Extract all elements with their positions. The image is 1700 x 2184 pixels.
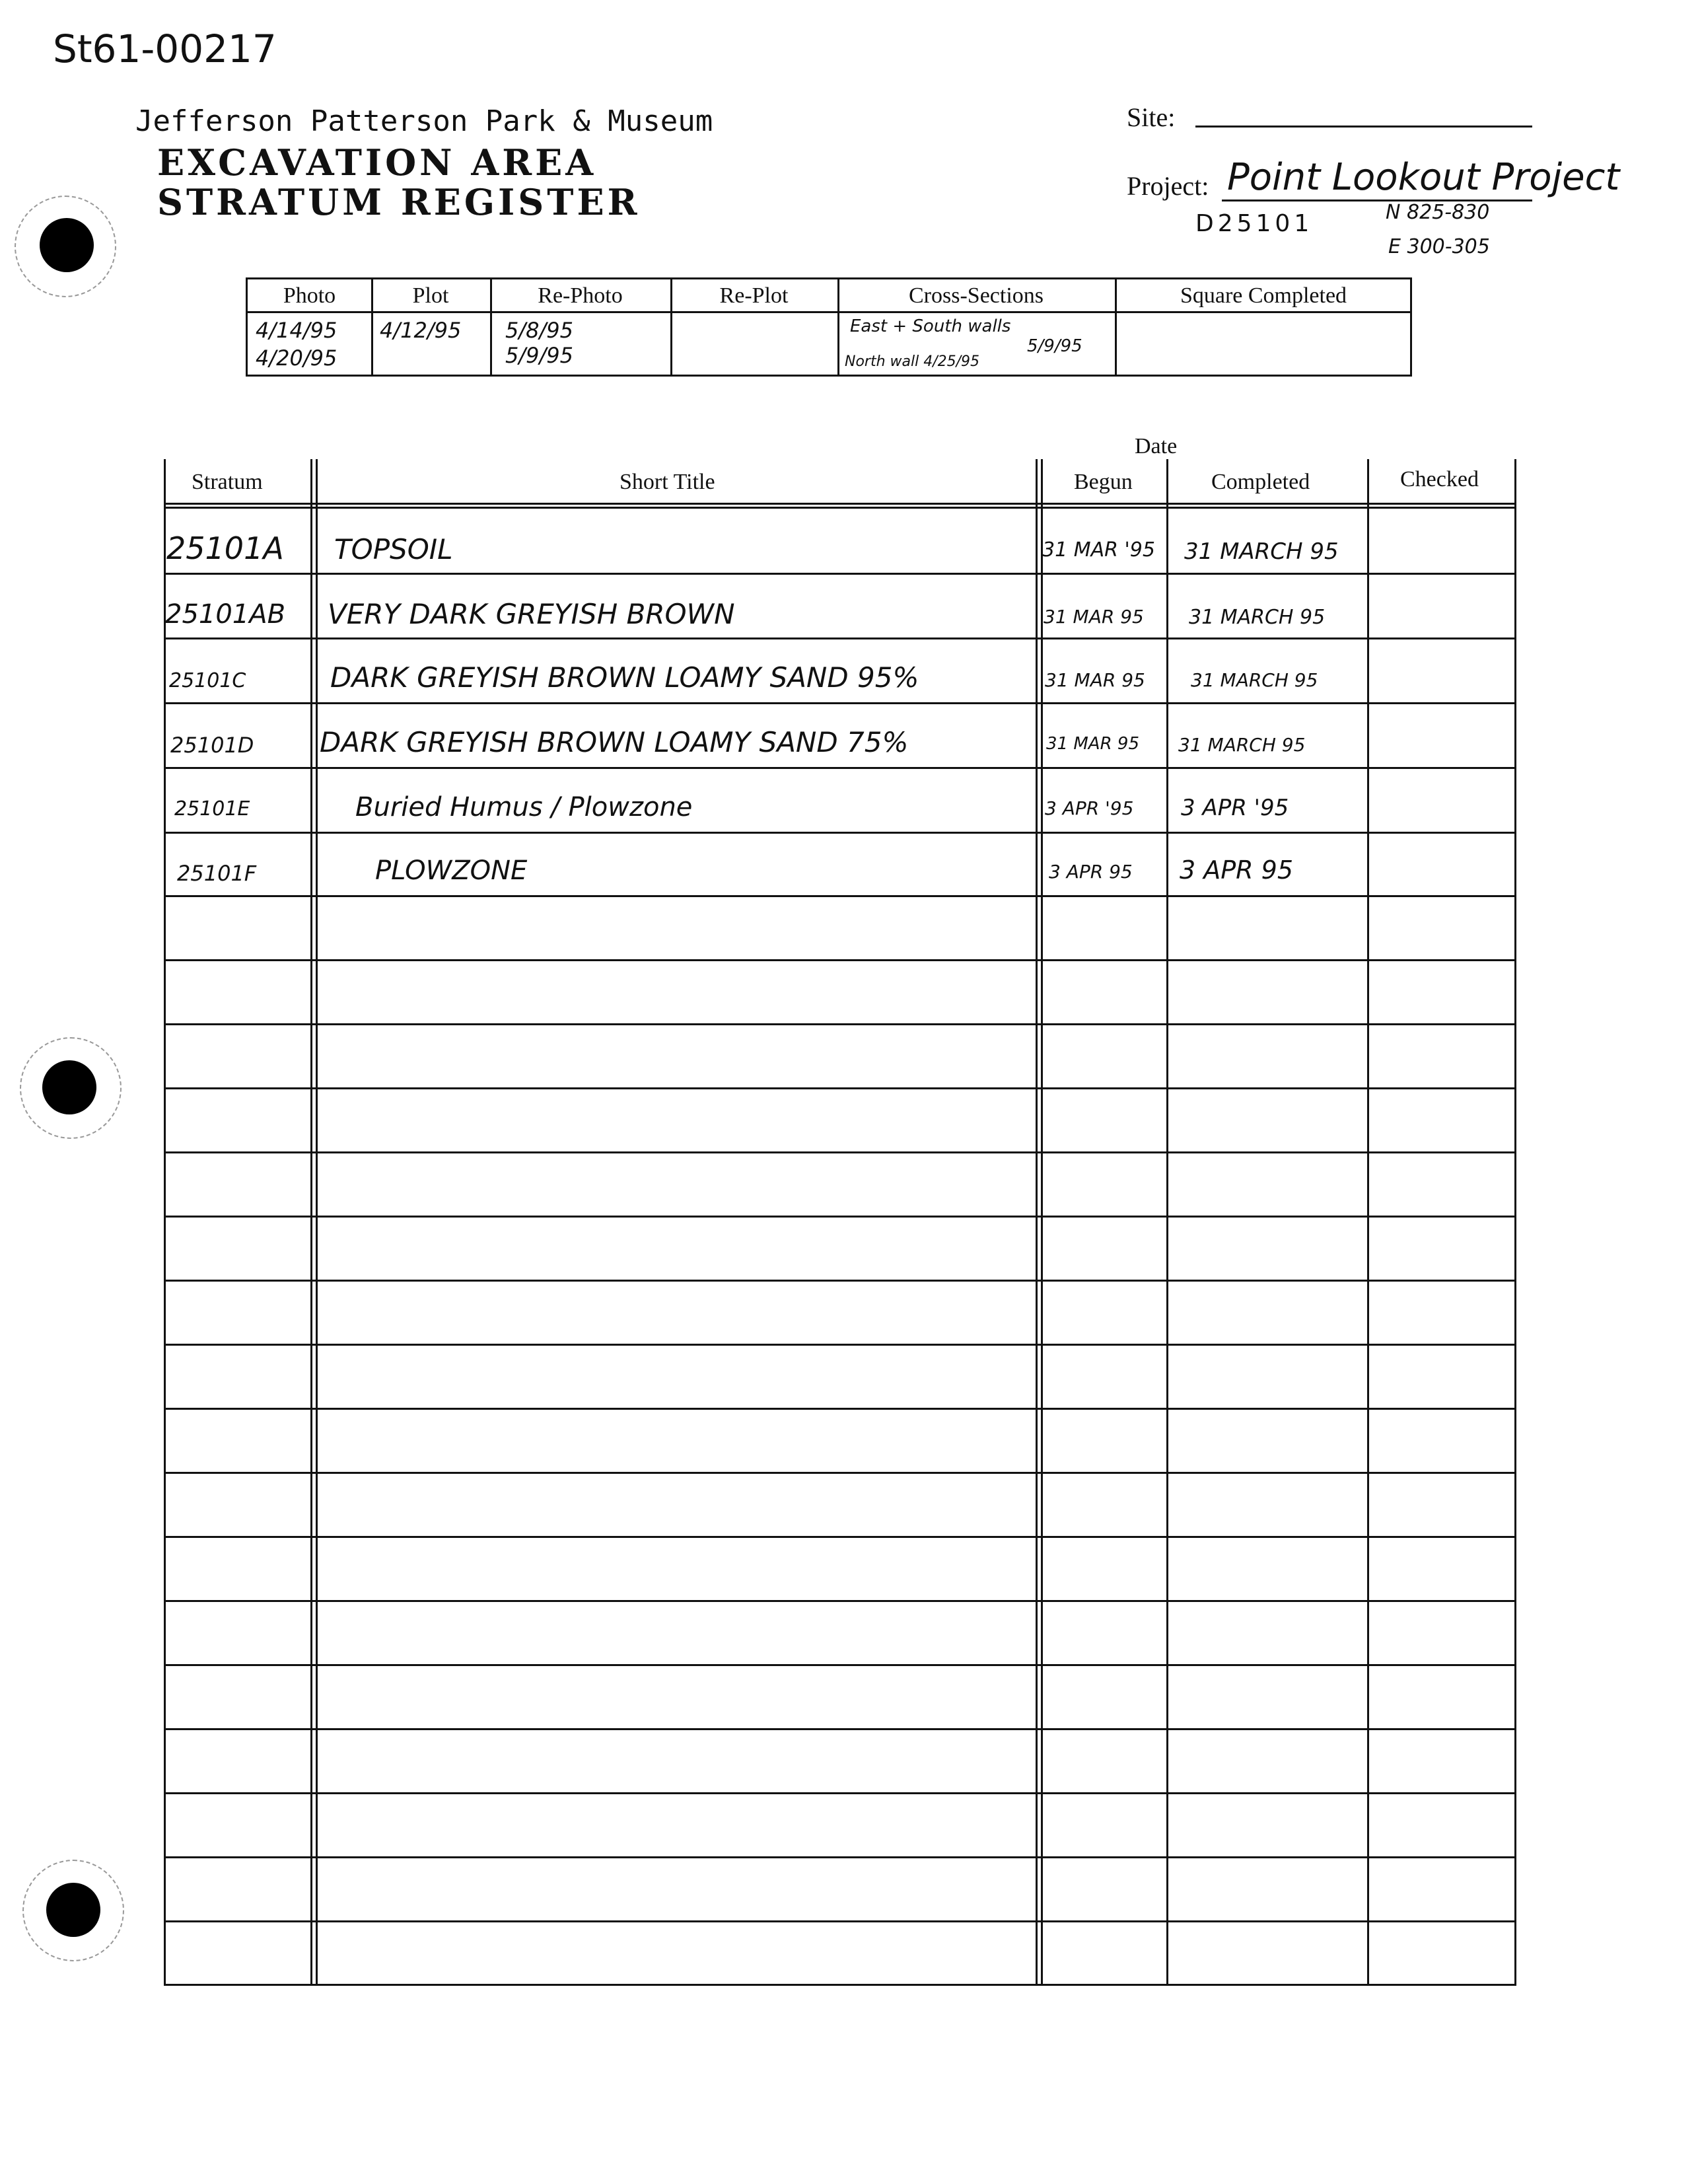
short-title-cell: VERY DARK GREYISH BROWN: [328, 598, 735, 630]
coordinate-north: N 825-830: [1386, 201, 1490, 224]
cross-sections-walls: East + South walls: [850, 316, 1011, 336]
header-date: Date: [1135, 434, 1178, 458]
stratum-cell: 25101D: [170, 733, 254, 758]
stratum-cell: 25101A: [166, 530, 284, 566]
completed-cell: 3 APR '95: [1181, 795, 1289, 821]
binder-hole-top: [40, 218, 94, 272]
header-cross-sections: Cross-Sections: [909, 283, 1044, 308]
cross-sections-date: 5/9/95: [1027, 336, 1082, 356]
document-id: St61-00217: [53, 26, 277, 71]
short-title-cell: TOPSOIL: [334, 533, 453, 565]
header-completed: Completed: [1211, 470, 1310, 494]
begun-cell: 31 MAR 95: [1046, 734, 1139, 754]
form-title-line2: STRATUM REGISTER: [157, 181, 641, 223]
short-title-cell: Buried Humus / Plowzone: [355, 792, 693, 822]
completed-cell: 31 MARCH 95: [1184, 538, 1339, 565]
binder-hole-bottom: [46, 1883, 100, 1937]
site-label: Site:: [1127, 102, 1176, 132]
short-title-cell: DARK GREYISH BROWN LOAMY SAND 75%: [320, 726, 909, 758]
completed-cell: 31 MARCH 95: [1189, 606, 1326, 629]
photo-plot-table: [246, 277, 1412, 377]
header-checked: Checked: [1400, 467, 1479, 491]
institution-name: Jefferson Patterson Park & Museum: [135, 104, 713, 138]
site-field[interactable]: [1195, 126, 1532, 127]
completed-cell: 3 APR 95: [1180, 855, 1294, 885]
header-photo: Photo: [283, 283, 336, 308]
stratum-register-table: [164, 434, 1516, 1985]
begun-cell: 3 APR 95: [1049, 861, 1133, 883]
header-rephoto: Re-Photo: [538, 283, 623, 308]
photo-date-1: 4/14/95: [256, 318, 337, 343]
completed-cell: 31 MARCH 95: [1191, 669, 1318, 691]
photo-date-2: 4/20/95: [256, 346, 337, 371]
project-value: Point Lookout Project: [1227, 156, 1620, 199]
stratum-cell: 25101AB: [165, 599, 286, 630]
area-code: D25101: [1195, 210, 1314, 237]
completed-cell: 31 MARCH 95: [1178, 734, 1306, 756]
begun-cell: 31 MAR 95: [1044, 606, 1144, 628]
form-title-line1: EXCAVATION AREA: [157, 141, 597, 184]
begun-cell: 3 APR '95: [1045, 797, 1134, 819]
header-stratum: Stratum: [192, 470, 263, 494]
header-plot: Plot: [412, 283, 449, 308]
short-title-cell: DARK GREYISH BROWN LOAMY SAND 95%: [330, 661, 919, 694]
rephoto-date-2: 5/9/95: [505, 343, 573, 368]
coordinate-east: E 300-305: [1388, 235, 1490, 258]
rephoto-date-1: 5/8/95: [505, 318, 573, 343]
short-title-cell: PLOWZONE: [375, 855, 528, 886]
plot-date: 4/12/95: [380, 318, 462, 343]
stratum-cell: 25101C: [169, 669, 246, 692]
stratum-cell: 25101E: [174, 797, 250, 820]
header-begun: Begun: [1074, 470, 1133, 494]
stratum-cell: 25101F: [177, 861, 257, 886]
header-square-completed: Square Completed: [1180, 283, 1347, 308]
cross-sections-north-wall: North wall 4/25/95: [845, 353, 980, 370]
binder-hole-middle: [42, 1060, 96, 1114]
header-short-title: Short Title: [620, 470, 715, 494]
begun-cell: 31 MAR 95: [1045, 669, 1145, 691]
header-replot: Re-Plot: [719, 283, 789, 308]
begun-cell: 31 MAR '95: [1042, 538, 1155, 562]
project-label: Project:: [1127, 171, 1209, 201]
